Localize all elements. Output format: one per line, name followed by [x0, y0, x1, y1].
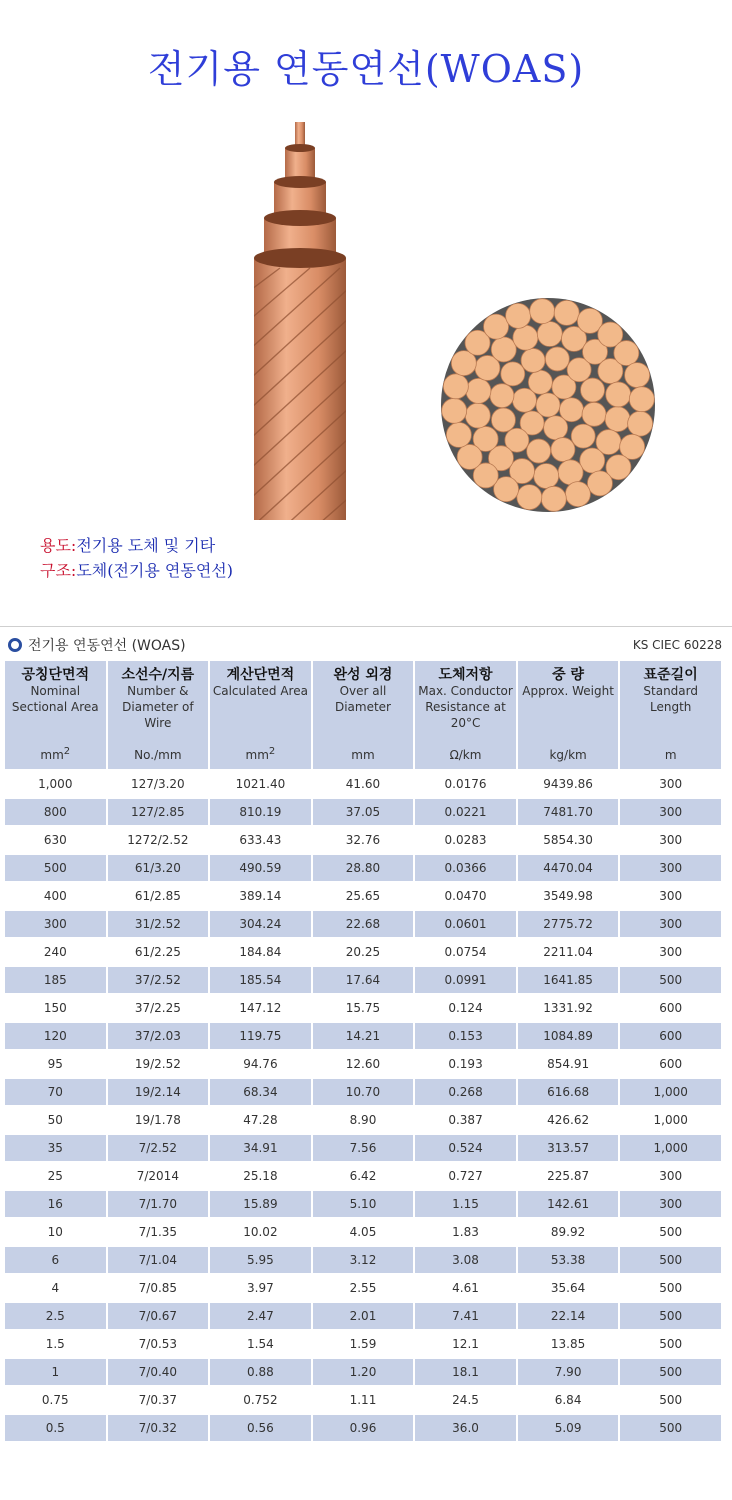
table-cell: 4.61	[415, 1275, 516, 1301]
table-cell: 1.20	[313, 1359, 414, 1385]
table-cell: 0.124	[415, 995, 516, 1021]
table-cell: 630	[5, 827, 106, 853]
table-cell: 500	[620, 1387, 721, 1413]
column-header-unit: kg/km	[549, 748, 587, 762]
table-cell: 0.387	[415, 1107, 516, 1133]
table-cell: 14.21	[313, 1023, 414, 1049]
table-cell: 15.75	[313, 995, 414, 1021]
table-cell: 500	[620, 1359, 721, 1385]
table-cell: 400	[5, 883, 106, 909]
table-cell: 633.43	[210, 827, 311, 853]
table-cell: 0.0221	[415, 799, 516, 825]
table-cell: 1.5	[5, 1331, 106, 1357]
table-cell: 2.47	[210, 1303, 311, 1329]
table-row	[5, 1079, 721, 1105]
table-row	[5, 911, 721, 937]
table-cell: 15.89	[210, 1191, 311, 1217]
table-cell: 426.62	[518, 1107, 619, 1133]
table-cell: 300	[620, 1163, 721, 1189]
table-cell: 1.54	[210, 1331, 311, 1357]
table-cell: 6.42	[313, 1163, 414, 1189]
column-header-unit: No./mm	[134, 748, 182, 762]
section-header	[0, 626, 732, 657]
table-cell: 389.14	[210, 883, 311, 909]
table-cell: 1021.40	[210, 771, 311, 797]
table-cell: 35.64	[518, 1275, 619, 1301]
table-cell: 500	[620, 1331, 721, 1357]
table-cell: 490.59	[210, 855, 311, 881]
table-cell: 4.05	[313, 1219, 414, 1245]
table-cell: 18.1	[415, 1359, 516, 1385]
table-cell: 68.34	[210, 1079, 311, 1105]
column-header	[108, 661, 209, 769]
table-cell: 9439.86	[518, 771, 619, 797]
column-header-english: Nominal Sectional Area	[11, 684, 99, 714]
table-cell: 32.76	[313, 827, 414, 853]
table-cell: 7/1.70	[108, 1191, 209, 1217]
cable-cross-section-image	[438, 295, 658, 515]
table-cell: 37/2.03	[108, 1023, 209, 1049]
table-cell: 300	[620, 911, 721, 937]
table-cell: 304.24	[210, 911, 311, 937]
column-header-english: Over all Diameter	[334, 684, 391, 714]
table-cell: 7/1.04	[108, 1247, 209, 1273]
column-header	[518, 661, 619, 769]
table-cell: 95	[5, 1051, 106, 1077]
table-cell: 25.65	[313, 883, 414, 909]
table-cell: 47.28	[210, 1107, 311, 1133]
table-cell: 34.91	[210, 1135, 311, 1161]
table-cell: 20.25	[313, 939, 414, 965]
table-cell: 0.0754	[415, 939, 516, 965]
table-cell: 0.75	[5, 1387, 106, 1413]
table-cell: 300	[5, 911, 106, 937]
table-cell: 0.0283	[415, 827, 516, 853]
table-cell: 12.60	[313, 1051, 414, 1077]
table-cell: 3.08	[415, 1247, 516, 1273]
table-cell: 0.524	[415, 1135, 516, 1161]
table-cell: 24.5	[415, 1387, 516, 1413]
table-cell: 37.05	[313, 799, 414, 825]
table-cell: 28.80	[313, 855, 414, 881]
usage-info	[40, 533, 233, 583]
table-cell: 0.153	[415, 1023, 516, 1049]
table-cell: 61/2.25	[108, 939, 209, 965]
table-cell: 5.09	[518, 1415, 619, 1441]
table-cell: 1,000	[5, 771, 106, 797]
table-row	[5, 1247, 721, 1273]
table-cell: 0.193	[415, 1051, 516, 1077]
table-row	[5, 1163, 721, 1189]
table-cell: 119.75	[210, 1023, 311, 1049]
column-header	[415, 661, 516, 769]
table-cell: 2211.04	[518, 939, 619, 965]
table-cell: 89.92	[518, 1219, 619, 1245]
table-cell: 17.64	[313, 967, 414, 993]
table-row	[5, 1331, 721, 1357]
table-cell: 500	[620, 1303, 721, 1329]
column-header-english: Standard Length	[643, 684, 698, 714]
structure-line: 구조:도체(전기용 연동연선)	[40, 561, 233, 580]
table-cell: 19/2.52	[108, 1051, 209, 1077]
table-cell: 19/2.14	[108, 1079, 209, 1105]
table-cell: 53.38	[518, 1247, 619, 1273]
table-row	[5, 827, 721, 853]
table-row	[5, 939, 721, 965]
column-header-unit: $mm^2$	[245, 746, 276, 762]
table-cell: 10	[5, 1219, 106, 1245]
table-cell: 225.87	[518, 1163, 619, 1189]
table-cell: 22.68	[313, 911, 414, 937]
column-header-english: Number & Diameter of Wire	[122, 684, 194, 730]
table-row	[5, 1219, 721, 1245]
table-row	[5, 995, 721, 1021]
table-cell: 600	[620, 995, 721, 1021]
table-row	[5, 1359, 721, 1385]
table-cell: 1.59	[313, 1331, 414, 1357]
page-title: 전기용 연동연선(WOAS)	[147, 47, 585, 91]
table-cell: 6.84	[518, 1387, 619, 1413]
table-cell: 7/0.53	[108, 1331, 209, 1357]
column-header-unit: Ω/km	[449, 748, 482, 762]
table-cell: 313.57	[518, 1135, 619, 1161]
table-cell: 0.0176	[415, 771, 516, 797]
table-cell: 800	[5, 799, 106, 825]
table-row	[5, 1191, 721, 1217]
usage-line: 용도:전기용 도체 및 기타	[40, 536, 216, 555]
table-cell: 5.95	[210, 1247, 311, 1273]
column-header	[5, 661, 106, 769]
table-row	[5, 1107, 721, 1133]
table-row	[5, 967, 721, 993]
table-header-row	[5, 661, 721, 769]
table-cell: 300	[620, 855, 721, 881]
table-cell: 2.55	[313, 1275, 414, 1301]
table-cell: 0.752	[210, 1387, 311, 1413]
table-cell: 7/0.85	[108, 1275, 209, 1301]
table-cell: 94.76	[210, 1051, 311, 1077]
table-cell: 50	[5, 1107, 106, 1133]
table-cell: 2.5	[5, 1303, 106, 1329]
table-cell: 1,000	[620, 1107, 721, 1133]
table-cell: 13.85	[518, 1331, 619, 1357]
table-cell: 1.11	[313, 1387, 414, 1413]
table-cell: 41.60	[313, 771, 414, 797]
table-cell: 1084.89	[518, 1023, 619, 1049]
table-cell: 7/0.67	[108, 1303, 209, 1329]
table-cell: 3.12	[313, 1247, 414, 1273]
column-header-korean: 완성 외경	[333, 667, 393, 683]
table-cell: 0.96	[313, 1415, 414, 1441]
column-header-english: Max. Conductor Resistance at 20°C	[418, 684, 513, 730]
table-cell: 7/2014	[108, 1163, 209, 1189]
table-cell: 7/1.35	[108, 1219, 209, 1245]
table-cell: 10.70	[313, 1079, 414, 1105]
column-header-korean: 도체저항	[438, 667, 493, 683]
table-cell: 185	[5, 967, 106, 993]
table-cell: 854.91	[518, 1051, 619, 1077]
table-cell: 22.14	[518, 1303, 619, 1329]
table-cell: 4470.04	[518, 855, 619, 881]
spec-table	[3, 659, 723, 1443]
table-row	[5, 1303, 721, 1329]
table-cell: 127/2.85	[108, 799, 209, 825]
table-cell: 500	[620, 1247, 721, 1273]
table-row	[5, 1051, 721, 1077]
table-cell: 1641.85	[518, 967, 619, 993]
table-cell: 25	[5, 1163, 106, 1189]
table-row	[5, 771, 721, 797]
table-cell: 36.0	[415, 1415, 516, 1441]
column-header-english: Approx. Weight	[522, 684, 614, 698]
table-cell: 4	[5, 1275, 106, 1301]
table-cell: 7.41	[415, 1303, 516, 1329]
table-row	[5, 883, 721, 909]
table-cell: 31/2.52	[108, 911, 209, 937]
table-cell: 0.88	[210, 1359, 311, 1385]
table-cell: 19/1.78	[108, 1107, 209, 1133]
table-cell: 147.12	[210, 995, 311, 1021]
table-row	[5, 1135, 721, 1161]
table-row	[5, 1415, 721, 1441]
table-cell: 300	[620, 939, 721, 965]
table-cell: 616.68	[518, 1079, 619, 1105]
table-cell: 240	[5, 939, 106, 965]
table-cell: 810.19	[210, 799, 311, 825]
column-header	[620, 661, 721, 769]
table-cell: 8.90	[313, 1107, 414, 1133]
table-cell: 600	[620, 1051, 721, 1077]
table-row	[5, 799, 721, 825]
table-cell: 300	[620, 883, 721, 909]
table-cell: 300	[620, 799, 721, 825]
table-cell: 0.268	[415, 1079, 516, 1105]
table-row	[5, 1023, 721, 1049]
table-cell: 25.18	[210, 1163, 311, 1189]
column-header-korean: 중 량	[552, 667, 585, 683]
table-cell: 61/2.85	[108, 883, 209, 909]
column-header	[313, 661, 414, 769]
table-cell: 35	[5, 1135, 106, 1161]
table-cell: 0.0470	[415, 883, 516, 909]
table-row	[5, 1387, 721, 1413]
table-cell: 500	[5, 855, 106, 881]
table-cell: 2775.72	[518, 911, 619, 937]
table-cell: 2.01	[313, 1303, 414, 1329]
table-cell: 500	[620, 967, 721, 993]
table-cell: 120	[5, 1023, 106, 1049]
table-cell: 1	[5, 1359, 106, 1385]
column-header	[210, 661, 311, 769]
table-cell: 300	[620, 1191, 721, 1217]
column-header-unit: $mm^2$	[40, 746, 71, 762]
table-cell: 0.5	[5, 1415, 106, 1441]
table-cell: 0.727	[415, 1163, 516, 1189]
column-header-korean: 표준길이	[643, 667, 698, 683]
column-header-unit: mm	[351, 748, 375, 762]
standard-label: KS CIEC 60228	[632, 638, 722, 652]
table-cell: 12.1	[415, 1331, 516, 1357]
circle-bullet-icon	[8, 638, 22, 652]
table-cell: 0.0601	[415, 911, 516, 937]
table-cell: 0.0366	[415, 855, 516, 881]
table-cell: 61/3.20	[108, 855, 209, 881]
table-cell: 150	[5, 995, 106, 1021]
table-cell: 7481.70	[518, 799, 619, 825]
table-cell: 1.83	[415, 1219, 516, 1245]
column-header-korean: 공칭단면적	[21, 667, 90, 683]
table-cell: 7.90	[518, 1359, 619, 1385]
table-cell: 600	[620, 1023, 721, 1049]
table-cell: 3.97	[210, 1275, 311, 1301]
column-header-unit: m	[664, 748, 677, 762]
table-cell: 142.61	[518, 1191, 619, 1217]
table-cell: 1272/2.52	[108, 827, 209, 853]
table-row	[5, 855, 721, 881]
table-cell: 7/0.37	[108, 1387, 209, 1413]
table-cell: 1331.92	[518, 995, 619, 1021]
table-cell: 185.54	[210, 967, 311, 993]
table-cell: 6	[5, 1247, 106, 1273]
table-cell: 37/2.25	[108, 995, 209, 1021]
table-cell: 500	[620, 1219, 721, 1245]
table-cell: 300	[620, 771, 721, 797]
table-cell: 7.56	[313, 1135, 414, 1161]
table-cell: 500	[620, 1415, 721, 1441]
table-cell: 184.84	[210, 939, 311, 965]
table-cell: 5.10	[313, 1191, 414, 1217]
table-cell: 1,000	[620, 1135, 721, 1161]
table-cell: 70	[5, 1079, 106, 1105]
table-cell: 7/0.40	[108, 1359, 209, 1385]
table-cell: 3549.98	[518, 883, 619, 909]
section-title: 전기용 연동연선 (WOAS)	[28, 638, 186, 654]
table-cell: 0.0991	[415, 967, 516, 993]
table-row	[5, 1275, 721, 1301]
table-cell: 7/0.32	[108, 1415, 209, 1441]
table-cell: 5854.30	[518, 827, 619, 853]
table-cell: 7/2.52	[108, 1135, 209, 1161]
table-cell: 1.15	[415, 1191, 516, 1217]
table-cell: 16	[5, 1191, 106, 1217]
table-cell: 10.02	[210, 1219, 311, 1245]
column-header-korean: 계산단면적	[226, 667, 295, 683]
cable-side-view-image	[240, 118, 360, 526]
table-cell: 1,000	[620, 1079, 721, 1105]
table-cell: 0.56	[210, 1415, 311, 1441]
column-header-korean: 소선수/지름	[121, 667, 195, 683]
table-cell: 300	[620, 827, 721, 853]
table-cell: 37/2.52	[108, 967, 209, 993]
table-cell: 127/3.20	[108, 771, 209, 797]
column-header-english: Calculated Area	[212, 684, 308, 698]
table-cell: 500	[620, 1275, 721, 1301]
